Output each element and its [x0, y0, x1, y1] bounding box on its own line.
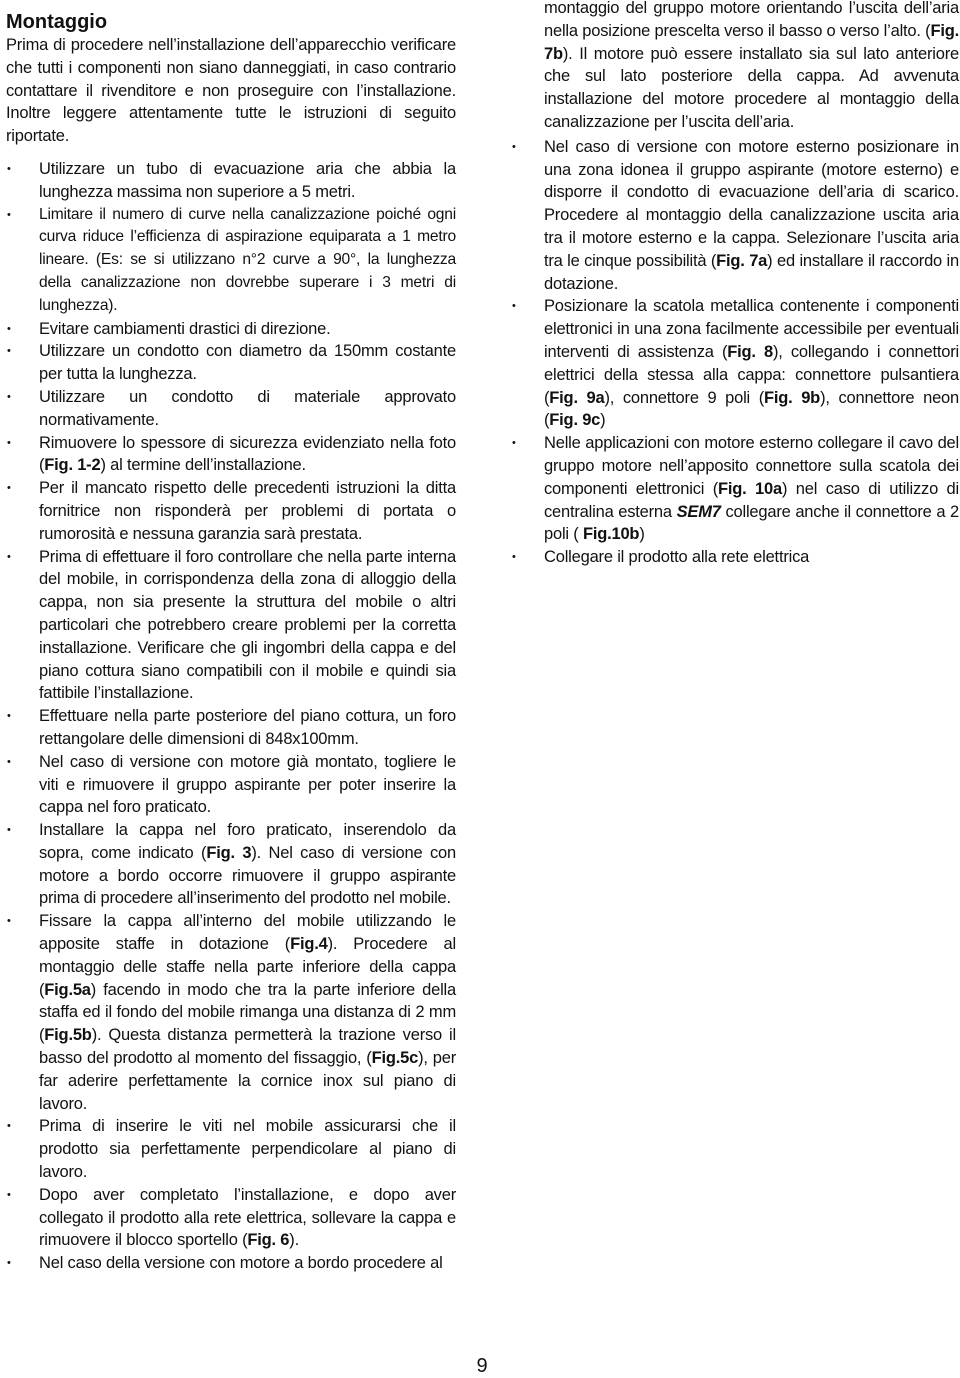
figure-reference: Fig. 7a: [716, 251, 768, 270]
bullet-icon: •: [7, 390, 11, 403]
list-item: • Rimuovere lo spessore di sicurezza evidenziato nella foto (Fig. 1-2) al termine dell’installazione.: [7, 433, 456, 475]
right-column: [511, 0, 959, 569]
list-item: • Limitare il numero di curve nella canalizzazione poiché ogni curva riduce l’efficienza di aspirazione equiparata a 1 metro lineare. (Es: se si utilizzano n°2 curve a 90°, la lunghezza della canalizzazione non dovrebbe superare i 3 metri di lunghezza).: [7, 205, 456, 314]
bullet-icon: •: [512, 437, 516, 450]
figure-reference: Fig. 7b: [544, 21, 959, 63]
bullet-icon: •: [7, 1257, 11, 1270]
page-number: 9: [476, 1355, 488, 1377]
bullet-icon: •: [7, 755, 11, 768]
bullet-icon: •: [7, 915, 11, 928]
list-item: • Prima di effettuare il foro controllare che nella parte interna del mobile, in corrispondenza della zona di alloggio della cappa, non sia presente la struttura del mobile o altri particolari che potrebbero creare problemi per la corretta installazione. Verificare che gli ingombri della cappa e del piano cottura siano compatibili con il mobile e quindi sia fattibile l’installazione.: [7, 547, 456, 703]
figure-reference: Fig. 3: [206, 843, 252, 862]
list-item: • Utilizzare un tubo di evacuazione aria che abbia la lunghezza massima non superiore a 5 metri.: [7, 159, 456, 201]
bullet-icon: •: [512, 140, 516, 153]
left-column: [6, 0, 456, 1275]
figure-reference: Fig. 8: [727, 342, 773, 361]
bullet-icon: •: [7, 208, 11, 221]
list-item: • Utilizzare un condotto con diametro da 150mm costante per tutta la lunghezza.: [7, 342, 456, 384]
list-item: • Nel caso di versione con motore esterno posizionare in una zona idonea il gruppo aspirante (motore esterno) e disporre il condotto di evacuazione dell’aria di scarico. Procedere al montaggio della canalizzazione uscita aria tra il motore esterno e la cappa. Selezionare l’uscita aria tra le cinque possibilità (Fig. 7a) ed installare il raccordo in dotazione.: [512, 137, 959, 293]
list-item: • Evitare cambiamenti drastici di direzione.: [6, 318, 456, 341]
bullet-icon: •: [7, 550, 11, 563]
bullet-icon: •: [7, 322, 11, 335]
instruction-list: [6, 158, 456, 1275]
section-heading: Montaggio: [6, 11, 108, 33]
list-item: • Per il mancato rispetto delle precedenti istruzioni la ditta fornitrice non risponderà per problemi di portata o rumorosità e nessuna garanzia sarà prestata.: [7, 479, 456, 543]
product-code: SEM7: [676, 502, 721, 521]
bullet-icon: •: [7, 436, 11, 449]
bullet-icon: •: [7, 1120, 11, 1133]
bullet-icon: •: [512, 300, 516, 313]
list-item: • Dopo aver completato l’installazione, e dopo aver collegato il prodotto alla rete elettrica, sollevare la cappa e rimuovere il blocco sportello (Fig. 6).: [7, 1185, 456, 1250]
figure-reference: Fig. 6: [247, 1231, 290, 1250]
list-item: • Collegare il prodotto alla rete elettrica: [511, 546, 959, 569]
figure-reference: Fig. 9a: [549, 388, 605, 407]
list-item: • Utilizzare un condotto di materiale approvato normativamente.: [7, 387, 456, 429]
bullet-icon: •: [512, 551, 516, 564]
figure-reference: Fig.4: [290, 935, 328, 954]
bullet-icon: •: [7, 345, 11, 358]
figure-reference: Fig. 1-2: [44, 456, 101, 475]
list-item: • Nel caso della versione con motore a bordo procedere al: [6, 1252, 456, 1275]
bullet-icon: •: [7, 162, 11, 175]
figure-reference: Fig.5c: [371, 1049, 419, 1068]
list-item: • Nelle applicazioni con motore esterno collegare il cavo del gruppo motore nell’apposito connettore sulla scatola dei componenti elettronici (Fig. 10a) nel caso di utilizzo di centralina esterna SEM7 collegare anche il connettore a 2 poli ( Fig.10b): [512, 434, 959, 544]
bullet-icon: •: [7, 710, 11, 723]
bullet-icon: •: [7, 482, 11, 495]
figure-reference: Fig.5b: [44, 1026, 92, 1045]
figure-reference: Fig. 9b: [764, 388, 821, 407]
bullet-icon: •: [7, 1188, 11, 1201]
bullet-icon: •: [7, 824, 11, 837]
instruction-list: [511, 136, 959, 569]
list-item: • Nel caso di versione con motore già montato, togliere le viti e rimuovere il gruppo aspirante per poter inserire la cappa nel foro praticato.: [7, 752, 456, 817]
figure-reference: Fig. 9c: [549, 411, 601, 430]
list-item: • Posizionare la scatola metallica contenente i componenti elettronici in una zona facilmente accessibile per eventuali interventi di assistenza (Fig. 8), collegando i connettori elettrici della stessa alla cappa: connettore pulsantiera (Fig. 9a), connettore 9 poli (Fig. 9b), connettore neon (Fig. 9c): [512, 297, 960, 430]
list-item: • Installare la cappa nel foro praticato, inserendolo da sopra, come indicato (Fig. 3). Nel caso di versione con motore a bordo occorre rimuovere il gruppo aspirante prima di procedere all’inserimento del prodotto nel mobile.: [7, 821, 456, 908]
list-item: • Prima di inserire le viti nel mobile assicurarsi che il prodotto sia perfettamente perpendicolare al piano di lavoro.: [7, 1117, 456, 1182]
figure-reference: Fig.5a: [44, 980, 91, 999]
figure-reference: Fig.10b: [582, 525, 640, 544]
list-item: • Effettuare nella parte posteriore del piano cottura, un foro rettangolare delle dimensioni di 848x100mm.: [7, 707, 456, 748]
figure-reference: Fig. 10a: [718, 479, 782, 498]
intro-paragraph: Prima di procedere nell’installazione dell’apparecchio verificare che tutti i componenti non siano danneggiati, in caso contrario contattare il rivenditore e non proseguire con l’installazione. Inoltre leggere attentamente tutte le istruzioni di seguito riportate.: [6, 36, 456, 146]
continued-paragraph: montaggio del gruppo motore orientando l’uscita dell’aria nella posizione prescelta verso il basso o verso l’alto. (Fig. 7b). Il motore può essere installato sia sul lato anteriore che sul lato posteriore della cappa. Ad avvenuta installazione del motore procedere al montaggio della canalizzazione per l’uscita dell’aria.: [544, 0, 959, 131]
list-item: • Fissare la cappa all’interno del mobile utilizzando le apposite staffe in dotazione (Fig.4). Procedere al montaggio delle staffe nella parte inferiore della cappa (Fig.5a) facendo in modo che tra la parte inferiore della staffa ed il fondo del mobile rimanga una distanza di 2 mm (Fig.5b). Questa distanza permetterà la trazione verso il basso del prodotto al momento del fissaggio, (Fig.5c), per far aderire perfettamente la cornice inox sul piano di lavoro.: [7, 912, 456, 1113]
